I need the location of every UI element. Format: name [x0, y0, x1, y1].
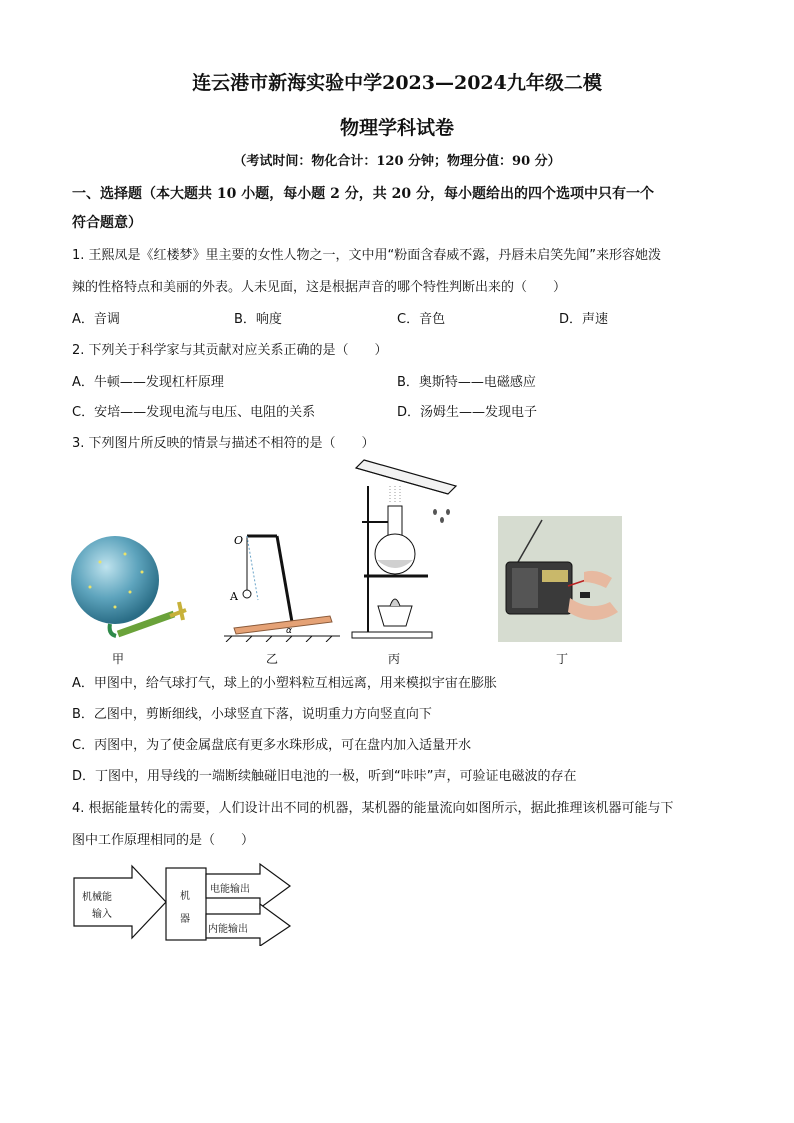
q4-stem-line2: 图中工作原理相同的是（ ） — [72, 833, 255, 848]
q1-stem-line1: 1. 王熙凤是《红楼梦》里主要的女性人物之一，文中用“粉面含春威不露，丹唇未启笑先闻”来形容她泼 — [72, 248, 662, 263]
q1-option-c: C．音色 — [397, 312, 446, 327]
q3-option-c: C．丙图中，为了使金属盘底有更多水珠形成，可在盘内加入适量开水 — [72, 738, 472, 753]
input-label-line2: 输入 — [92, 909, 112, 920]
q3-stem: 3. 下列图片所反映的情景与描述不相符的是（ ） — [72, 436, 375, 451]
machine-box — [166, 868, 206, 940]
balloon-figure — [70, 532, 190, 644]
exam-subtitle: 物理学科试卷 — [339, 117, 454, 139]
q1-option-d: D．声速 — [559, 312, 609, 327]
section1-heading-line1: 一、选择题（本大题共 10 小题，每小题 2 分，共 20 分，每小题给出的四个选项中只有一个 — [72, 186, 654, 202]
machine-label-line2: 器 — [180, 914, 190, 925]
q3-option-d: D．丁图中，用导线的一端断续触碰旧电池的一极，听到“咔咔”声，可验证电磁波的存在 — [72, 769, 577, 784]
label-alpha: α — [286, 626, 292, 636]
output-electric-label: 电能输出 — [210, 884, 250, 895]
caption-yi: 乙 — [266, 652, 279, 666]
q4-stem-line1: 4. 根据能量转化的需要，人们设计出不同的机器，某机器的能量流向如图所示，据此推理该机器可能与下 — [72, 801, 674, 816]
output-heat-label: 内能输出 — [208, 924, 248, 935]
q2-option-d: D．汤姆生——发现电子 — [397, 405, 538, 420]
q2-stem: 2. 下列关于科学家与其贡献对应关系正确的是（ ） — [72, 343, 388, 358]
radio-figure — [498, 516, 622, 642]
label-a: A — [230, 590, 238, 603]
q2-option-a: A．牛顿——发现杠杆原理 — [72, 375, 224, 390]
caption-jia: 甲 — [112, 652, 125, 666]
q2-option-c: C．安培——发现电流与电压、电阻的关系 — [72, 405, 316, 420]
exam-info: （考试时间：物化合计：120 分钟；物理分值：90 分） — [233, 154, 561, 169]
q2-option-b: B．奥斯特——电磁感应 — [397, 375, 536, 390]
caption-bing: 丙 — [388, 652, 401, 666]
q1-option-a: A．音调 — [72, 312, 120, 327]
q1-option-b: B．响度 — [234, 312, 282, 327]
label-o: O — [234, 534, 244, 547]
flask-apparatus-figure — [350, 456, 460, 644]
input-label-line1: 机械能 — [82, 892, 112, 903]
section1-heading-line2: 符合题意） — [72, 215, 142, 231]
energy-flow-diagram — [72, 862, 296, 946]
q1-stem-line2: 辣的性格特点和美丽的外表。人未见面，这是根据声音的哪个特性判断出来的（ ） — [72, 280, 567, 295]
q3-option-b: B．乙图中，剪断细线，小球竖直下落，说明重力方向竖直向下 — [72, 707, 432, 722]
q3-option-a: A．甲图中，给气球打气，球上的小塑料粒互相远离，用来模拟宇宙在膨胀 — [72, 676, 497, 691]
pendulum-figure — [222, 530, 342, 642]
caption-ding: 丁 — [556, 652, 569, 666]
exam-title: 连云港市新海实验中学2023—2024九年级二模 — [192, 72, 602, 94]
machine-label-line1: 机 — [180, 891, 190, 902]
